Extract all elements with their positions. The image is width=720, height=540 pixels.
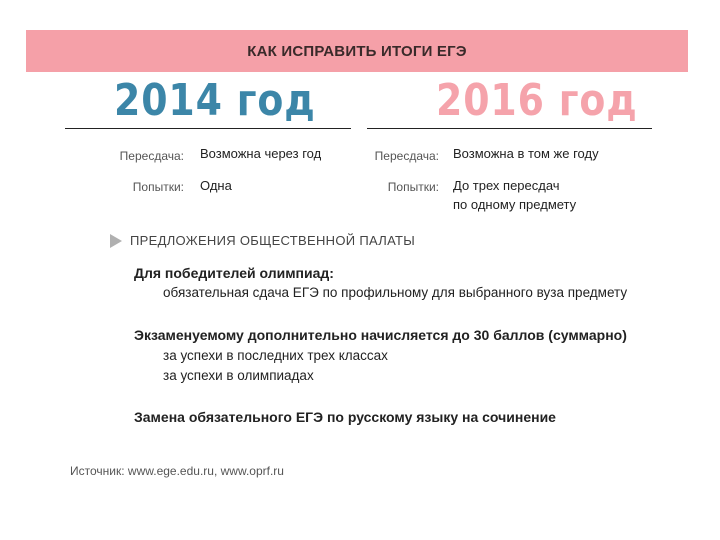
proposals-heading [110,233,415,248]
page-title: КАК ИСПРАВИТЬ ИТОГИ ЕГЭ [247,42,467,60]
left-attempts-label: Попытки: [132,180,184,194]
item2-line2: за успехи в олимпиадах [163,368,314,383]
year-2014-heading: 2014 год [114,75,316,126]
proposals-title: ПРЕДЛОЖЕНИЯ ОБЩЕСТВЕННОЙ ПАЛАТЫ [130,233,416,248]
triangle-arrow-icon [110,234,122,248]
left-retake-label: Пересдача: [119,149,184,163]
divider-left [65,128,351,129]
right-retake-value: Возможна в том же году [453,146,599,161]
year-2016-heading: 2016 год [436,75,638,126]
right-attempts-value-line2: по одному предмету [453,197,577,212]
item1-title: Для победителей олимпиад: [134,265,334,281]
source-note: Источник: www.ege.edu.ru, www.oprf.ru [70,464,284,478]
left-retake-value: Возможна через год [200,146,322,161]
right-attempts-label: Попытки: [387,180,439,194]
title-banner [26,30,688,72]
divider-right [367,128,652,129]
item1-line1: обязательная сдача ЕГЭ по профильному для выбранного вуза предмету [163,285,628,300]
item2-line1: за успехи в последних трех классах [163,348,388,363]
item2-title: Экзаменуемому дополнительно начисляется до 30 баллов (суммарно) [134,327,627,343]
item3-title: Замена обязательного ЕГЭ по русскому языку на сочинение [134,409,556,425]
right-retake-label: Пересдача: [374,149,439,163]
right-attempts-value-line1: До трех пересдач [453,178,560,193]
left-attempts-value: Одна [200,178,232,193]
